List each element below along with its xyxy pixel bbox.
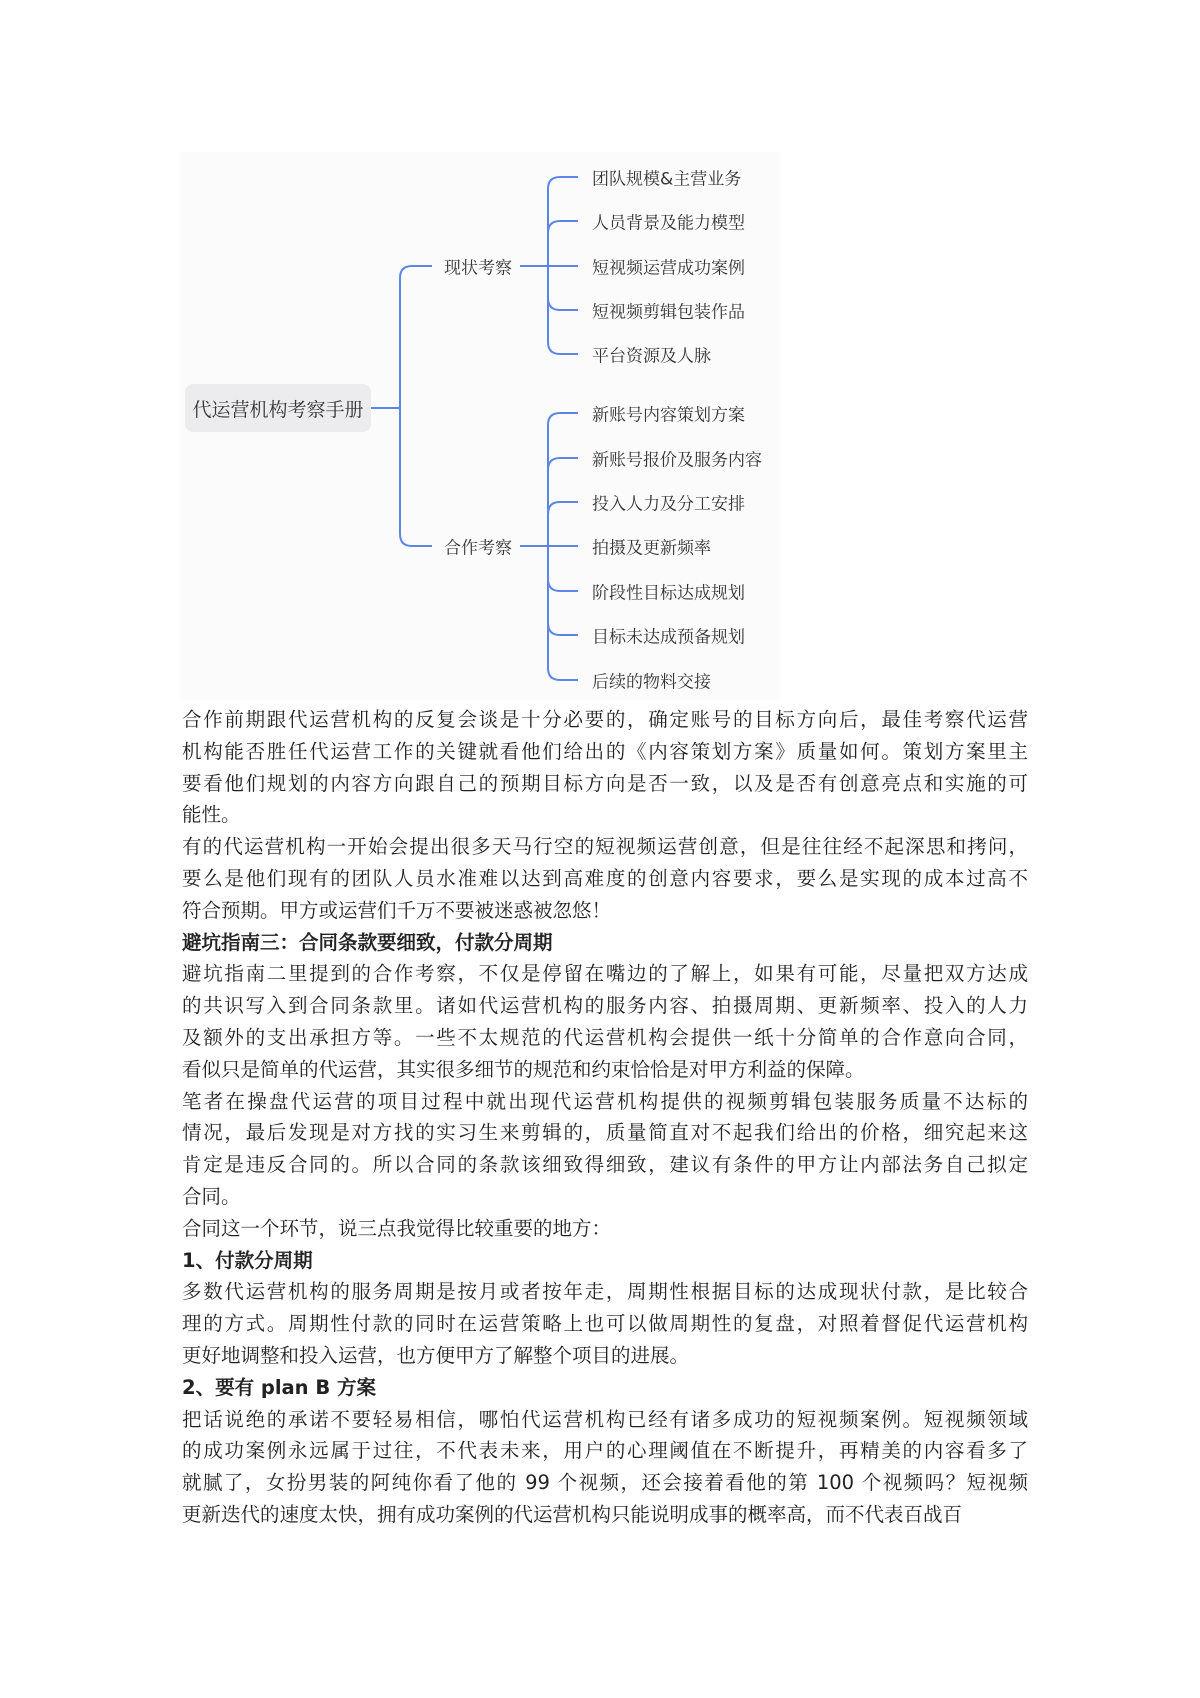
mind-map-leaf: 短视频运营成功案例 [592,258,745,279]
leaf-connector [548,266,578,310]
paragraph-line: 理的方式。周期性付款的同时在运营策略上也可以做周期性的复盘，对照着督促代运营机构 [182,1312,1028,1336]
mind-map [180,152,780,700]
section-heading: 1、付款分周期 [182,1248,313,1272]
leaf-connector [548,502,578,546]
branch-connector [400,266,432,408]
paragraph-line: 更好地调整和投入运营，也方便甲方了解整个项目的进展。 [182,1343,690,1367]
paragraph-line: 要么是他们现有的团队人员水准难以达到高难度的创意内容要求，要么是实现的成本过高不 [182,866,1028,890]
paragraph-line: 肯定是违反合同的。所以合同的条款该细致得细致，建议有条件的甲方让内部法务自己拟定 [182,1153,1028,1177]
leaf-connector [548,546,578,591]
mind-map-branch: 合作考察 [444,538,512,559]
mind-map-leaf: 目标未达成预备规划 [592,627,745,648]
branch-connector [400,408,432,546]
paragraph-line: 把话说绝的承诺不要轻易相信，哪怕代运营机构已经有诸多成功的短视频案例。短视频领域 [182,1407,1028,1431]
paragraph-line: 情况，最后发现是对方找的实习生来剪辑的，质量简直对不起我们给出的价格，细究起来这 [182,1121,1028,1145]
mind-map-branch: 现状考察 [444,258,512,279]
paragraph-line: 就腻了，女扮男装的阿纯你看了他的 99 个视频，还会接着看他的第 100 个视频吗？短视频 [182,1471,1028,1495]
mind-map-leaf: 阶段性目标达成规划 [592,583,745,604]
paragraph-line: 有的代运营机构一开始会提出很多天马行空的短视频运营创意，但是往往经不起深思和拷问， [182,835,1028,859]
mind-map-leaf: 投入人力及分工安排 [592,494,745,515]
mind-map-leaf: 新账号报价及服务内容 [592,450,762,471]
body-text [182,704,1028,1531]
mind-map-leaf: 平台资源及人脉 [592,346,711,367]
paragraph-line: 笔者在操盘代运营的项目过程中就出现代运营机构提供的视频剪辑包装服务质量不达标的 [182,1089,1028,1113]
paragraph-line: 避坑指南二里提到的合作考察，不仅是停留在嘴边的了解上，如果有可能，尽量把双方达成 [182,962,1028,986]
leaf-connector [548,413,578,546]
paragraph-line: 多数代运营机构的服务周期是按月或者按年走，周期性根据目标的达成现状付款，是比较合 [182,1280,1028,1304]
paragraph-line: 能性。 [182,803,241,827]
paragraph-line: 看似只是简单的代运营，其实很多细节的规范和约束恰恰是对甲方利益的保障。 [182,1057,865,1081]
mind-map-leaf: 短视频剪辑包装作品 [592,302,745,323]
paragraph-line: 机构能否胜任代运营工作的关键就看他们给出的《内容策划方案》质量如何。策划方案里主 [182,739,1028,763]
section-heading: 2、要有 plan B 方案 [182,1375,376,1399]
paragraph-line: 的成功案例永远属于过往，不代表未来，用户的心理阈值在不断提升，再精美的内容看多了 [182,1439,1028,1463]
mind-map-leaf: 新账号内容策划方案 [592,405,745,426]
paragraph-line: 合同。 [182,1184,241,1208]
paragraph-line: 合同这一个环节，说三点我觉得比较重要的地方： [182,1216,612,1240]
paragraph-line: 及额外的支出承担方等。一些不太规范的代运营机构会提供一纸十分简单的合作意向合同， [182,1025,1028,1049]
leaf-connector [548,221,578,266]
mind-map-root: 代运营机构考察手册 [185,384,371,432]
mind-map-leaf: 拍摄及更新频率 [592,538,711,559]
paragraph-line: 更新迭代的速度太快，拥有成功案例的代运营机构只能说明成事的概率高，而不代表百战百 [182,1502,963,1526]
section-heading: 避坑指南三：合同条款要细致，付款分周期 [182,930,553,954]
paragraph-line: 合作前期跟代运营机构的反复会谈是十分必要的，确定账号的目标方向后，最佳考察代运营 [182,708,1028,731]
paragraph-line: 的共识写入到合同条款里。诸如代运营机构的服务内容、拍摄周期、更新频率、投入的人力 [182,994,1028,1018]
mind-map-leaf: 后续的物料交接 [592,672,711,693]
mind-map-leaf: 团队规模&主营业务 [592,169,742,190]
mind-map-leaf: 人员背景及能力模型 [592,213,745,234]
leaf-connector [548,546,578,680]
paragraph-line: 要看他们规划的内容方向跟自己的预期目标方向是否一致，以及是否有创意亮点和实施的可 [182,771,1028,795]
paragraph-line: 符合预期。甲方或运营们千万不要被迷惑被忽悠！ [182,898,612,922]
